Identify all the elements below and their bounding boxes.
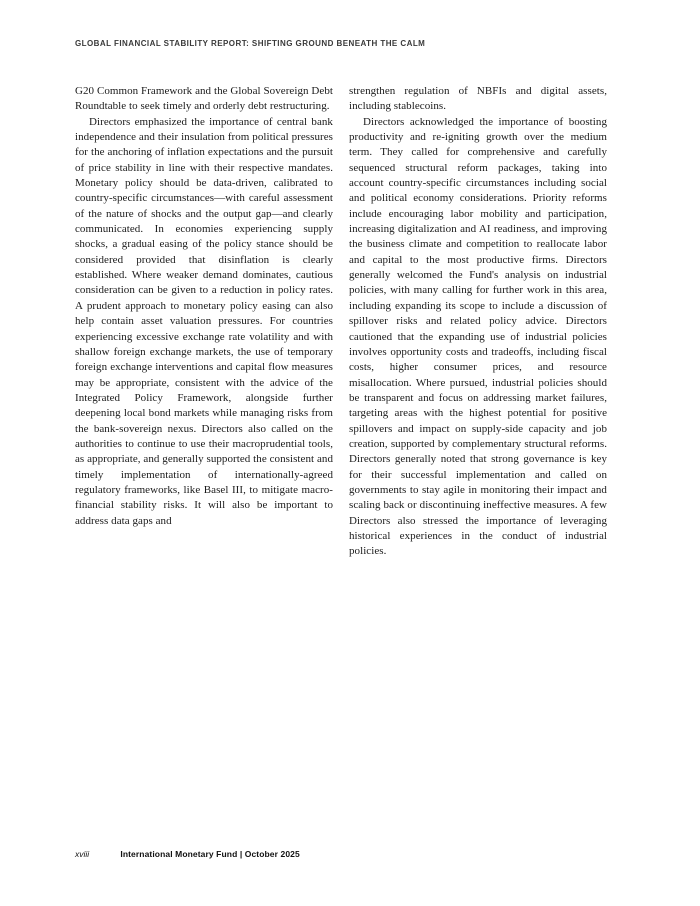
page-number: xviii [75, 849, 90, 859]
text-columns [75, 84, 607, 560]
paragraph: Directors emphasized the importance of central bank independence and their insulation from political pressures for the anchoring of inflation expectations and the pursuit of price stability in line with their respective mandates. Monetary policy should be data-driven, calibrated to country-specific circumstances—with careful assessment of the nature of shocks and the output gap—and clearly communicated. In economies experiencing supply shocks, a gradual easing of the policy stance should be considered provided that disinflation is clearly established. Where weaker demand dominates, cautious consideration can be given to a reduction in policy rates. A prudent approach to monetary policy easing can also help contain asset valuation pressures. For countries experiencing excessive exchange rate volatility and with shallow foreign exchange markets, the use of temporary foreign exchange interventions and capital flow measures may be appropriate, consistent with the advice of the Integrated Policy Framework, alongside further deepening local bond markets while managing risks from the bank-sovereign nexus. Directors also called on the authorities to continue to use their macroprudential tools, as appropriate, and generally supported the consistent and timely implementation of internationally-agreed regulatory frameworks, like Basel III, to mitigate macro-financial stability risks. It will also be important to address data gaps and [75, 115, 333, 527]
right-column [349, 84, 607, 560]
paragraph: Directors acknowledged the importance of boosting productivity and re-igniting growth over the medium term. They called for comprehensive and carefully sequenced structural reform packages, taking into account country-specific circumstances including social and political economy considerations. Priority reforms include encouraging labor mobility and participation, increasing digitalization and AI readiness, and improving the business climate and competition to reallocate labor and capital to the most productive firms. Directors generally welcomed the Fund's analysis on industrial policies, with many calling for further work in this area, including expanding its scope to include a discussion of spillover risks and related policy advice. Directors cautioned that the expanding use of industrial policies involves opportunity costs and tradeoffs, including fiscal costs, higher consumer prices, and resource misallocation. Where pursued, industrial policies should be transparent and focus on addressing market failures, targeting areas with the highest potential for positive spillovers and impact on supply-side capacity and job creation, supported by complementary structural reforms. Directors generally noted that strong governance is key for their successful implementation and called on governments to stay agile in monitoring their impact and scaling back or discontinuing ineffective measures. A few Directors also stressed the importance of leveraging historical experiences in the conduct of industrial policies. [349, 115, 607, 558]
paragraph: strengthen regulation of NBFIs and digital assets, including stablecoins. [349, 85, 607, 113]
publication-info: International Monetary Fund | October 2025 [120, 849, 300, 859]
paragraph: G20 Common Framework and the Global Sovereign Debt Roundtable to seek timely and orderly debt restructuring. [75, 85, 333, 113]
page-footer [75, 849, 635, 859]
left-column [75, 84, 333, 560]
running-header: GLOBAL FINANCIAL STABILITY REPORT: SHIFTING GROUND BENEATH THE CALM [75, 39, 426, 48]
